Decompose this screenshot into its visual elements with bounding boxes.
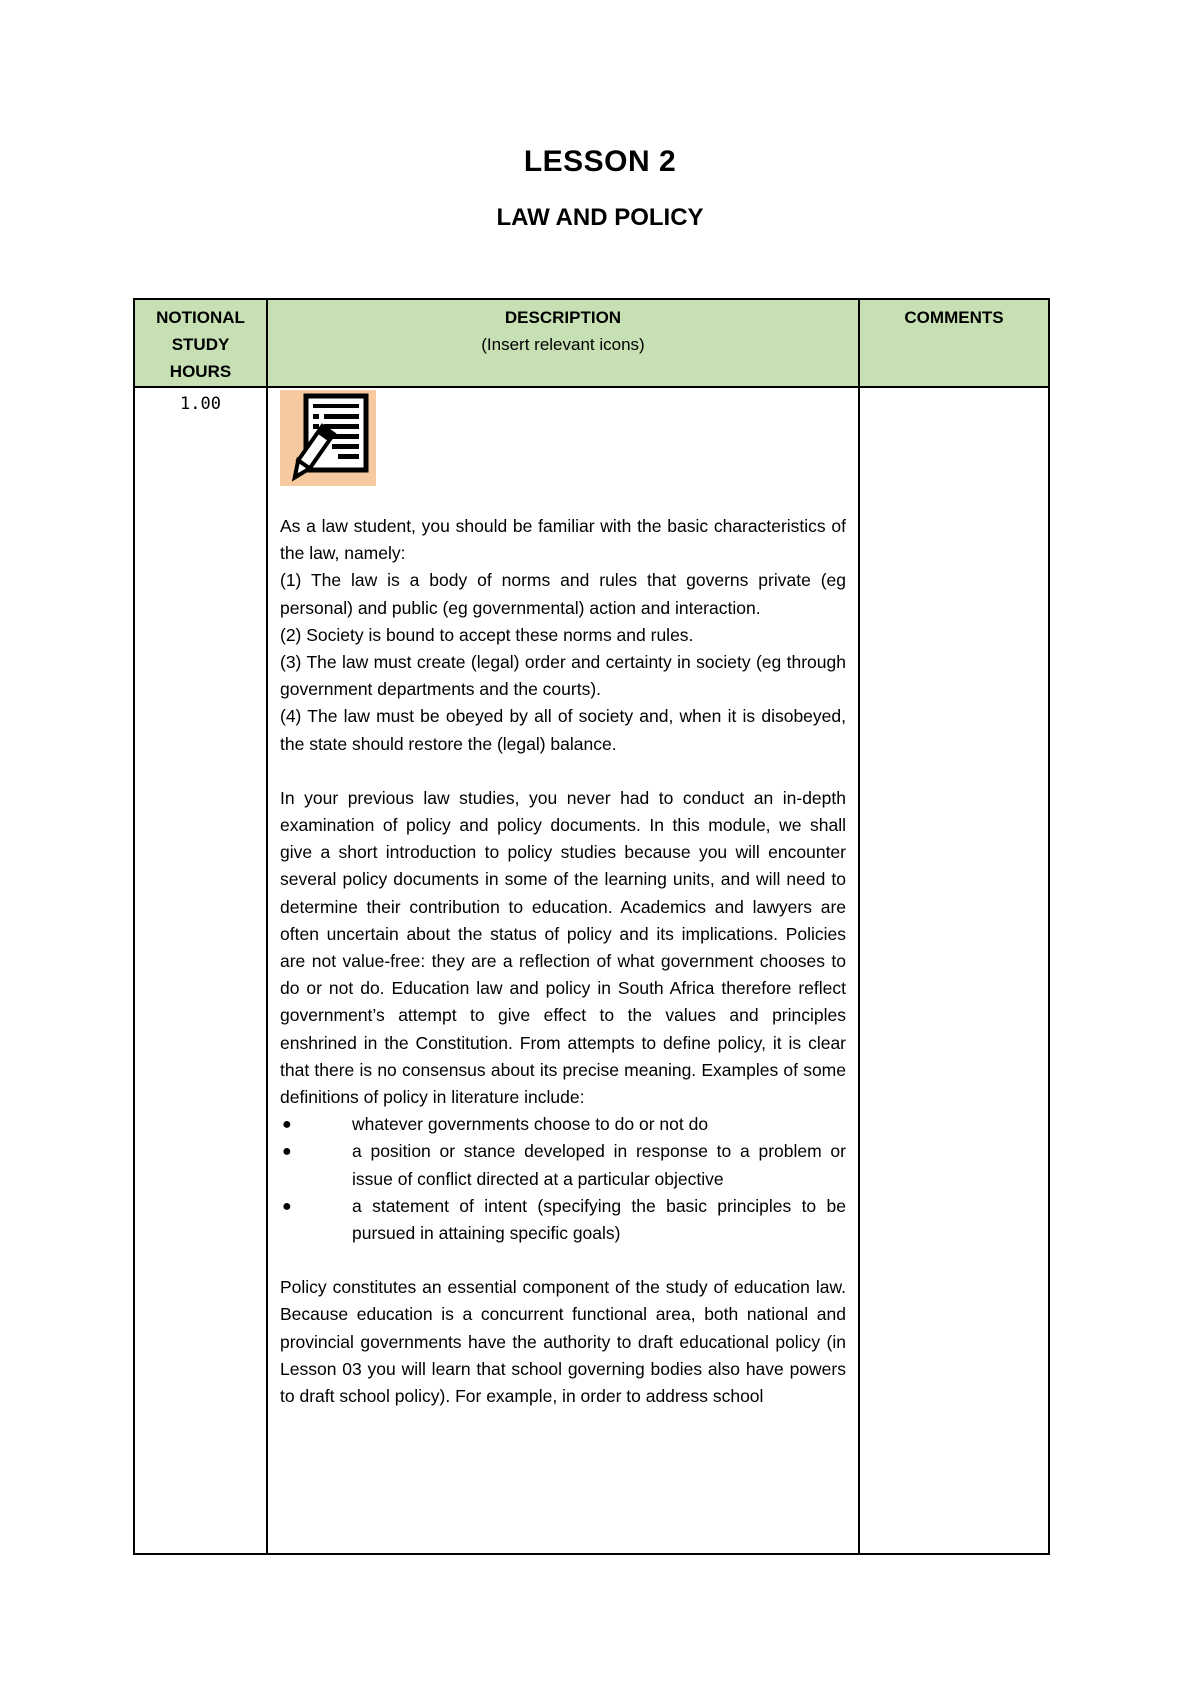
table-row: [134, 387, 1049, 1554]
characteristic-2: (2) Society is bound to accept these norms and rules.: [280, 624, 694, 645]
intro-paragraph: As a law student, you should be familiar with the basic characteristics of the law, namely:: [280, 516, 846, 564]
lesson-title: LESSON 2: [523, 145, 677, 178]
header-notional-study-hours: [134, 299, 267, 387]
header-comments-label: COMMENTS: [904, 308, 1004, 327]
characteristic-4: (4) The law must be obeyed by all of society and, when it is disobeyed, the state should restore the (legal) balance.: [280, 706, 846, 754]
definition-text: whatever governments choose to do or not do: [352, 1114, 709, 1135]
list-item: [280, 1111, 846, 1138]
header-hours-line2: STUDY: [171, 335, 230, 354]
notepad-pencil-icon: [280, 388, 376, 486]
bullet-icon: ●: [282, 1116, 292, 1134]
list-item: [280, 1138, 846, 1192]
bullet-icon: ●: [282, 1143, 292, 1161]
lesson-table: [133, 298, 1050, 1555]
policy-definitions-list: [280, 1111, 846, 1247]
header-hours-line1: NOTIONAL: [156, 308, 245, 327]
comments-cell: [859, 387, 1049, 1554]
bullet-icon: ●: [282, 1197, 292, 1215]
header-hours-line3: HOURS: [169, 362, 232, 381]
definition-text: a position or stance developed in response to a problem or issue of conflict directed at a particular objective: [352, 1141, 846, 1189]
header-description-label: DESCRIPTION: [504, 308, 622, 327]
header-description-note: (Insert relevant icons): [481, 335, 645, 354]
header-description: [267, 299, 859, 387]
education-law-paragraph: Policy constitutes an essential component of the study of education law. Because education is a concurrent functional area, both national and provincial governments have the authority to draft educational policy (in Lesson 03 you will learn that school governing bodies also have powers to draft school policy). For example, in order to address school: [280, 1277, 846, 1407]
characteristic-1: (1) The law is a body of norms and rules that governs private (eg personal) and public (eg governmental) action and interaction.: [280, 570, 846, 618]
study-hours-cell: 1.00: [134, 387, 267, 1554]
list-item: [280, 1193, 846, 1247]
lesson-subtitle: LAW AND POLICY: [496, 204, 704, 231]
definition-text: a statement of intent (specifying the basic principles to be pursued in attaining specific goals): [352, 1195, 846, 1244]
characteristic-3: (3) The law must create (legal) order and certainty in society (eg through government departments and the courts).: [280, 652, 846, 700]
description-cell: [267, 387, 859, 1554]
table-header-row: [134, 299, 1049, 387]
header-comments: [859, 299, 1049, 387]
policy-paragraph: In your previous law studies, you never had to conduct an in-depth examination of policy and policy documents. In this module, we shall give a short introduction to policy studies because you will encounter several policy documents in some of the learning units, and will need to determine their contribution to education. Academics and lawyers are often uncertain about the status of policy and its implications. Policies are not value-free: they are a reflection of what government chooses to do or not do. Education law and policy in South Africa therefore reflect government’s attempt to give effect to the values and principles enshrined in the Constitution. From attempts to define policy, it is clear that there is no consensus about its precise meaning. Examples of some definitions of policy in literature include:: [280, 787, 846, 1108]
